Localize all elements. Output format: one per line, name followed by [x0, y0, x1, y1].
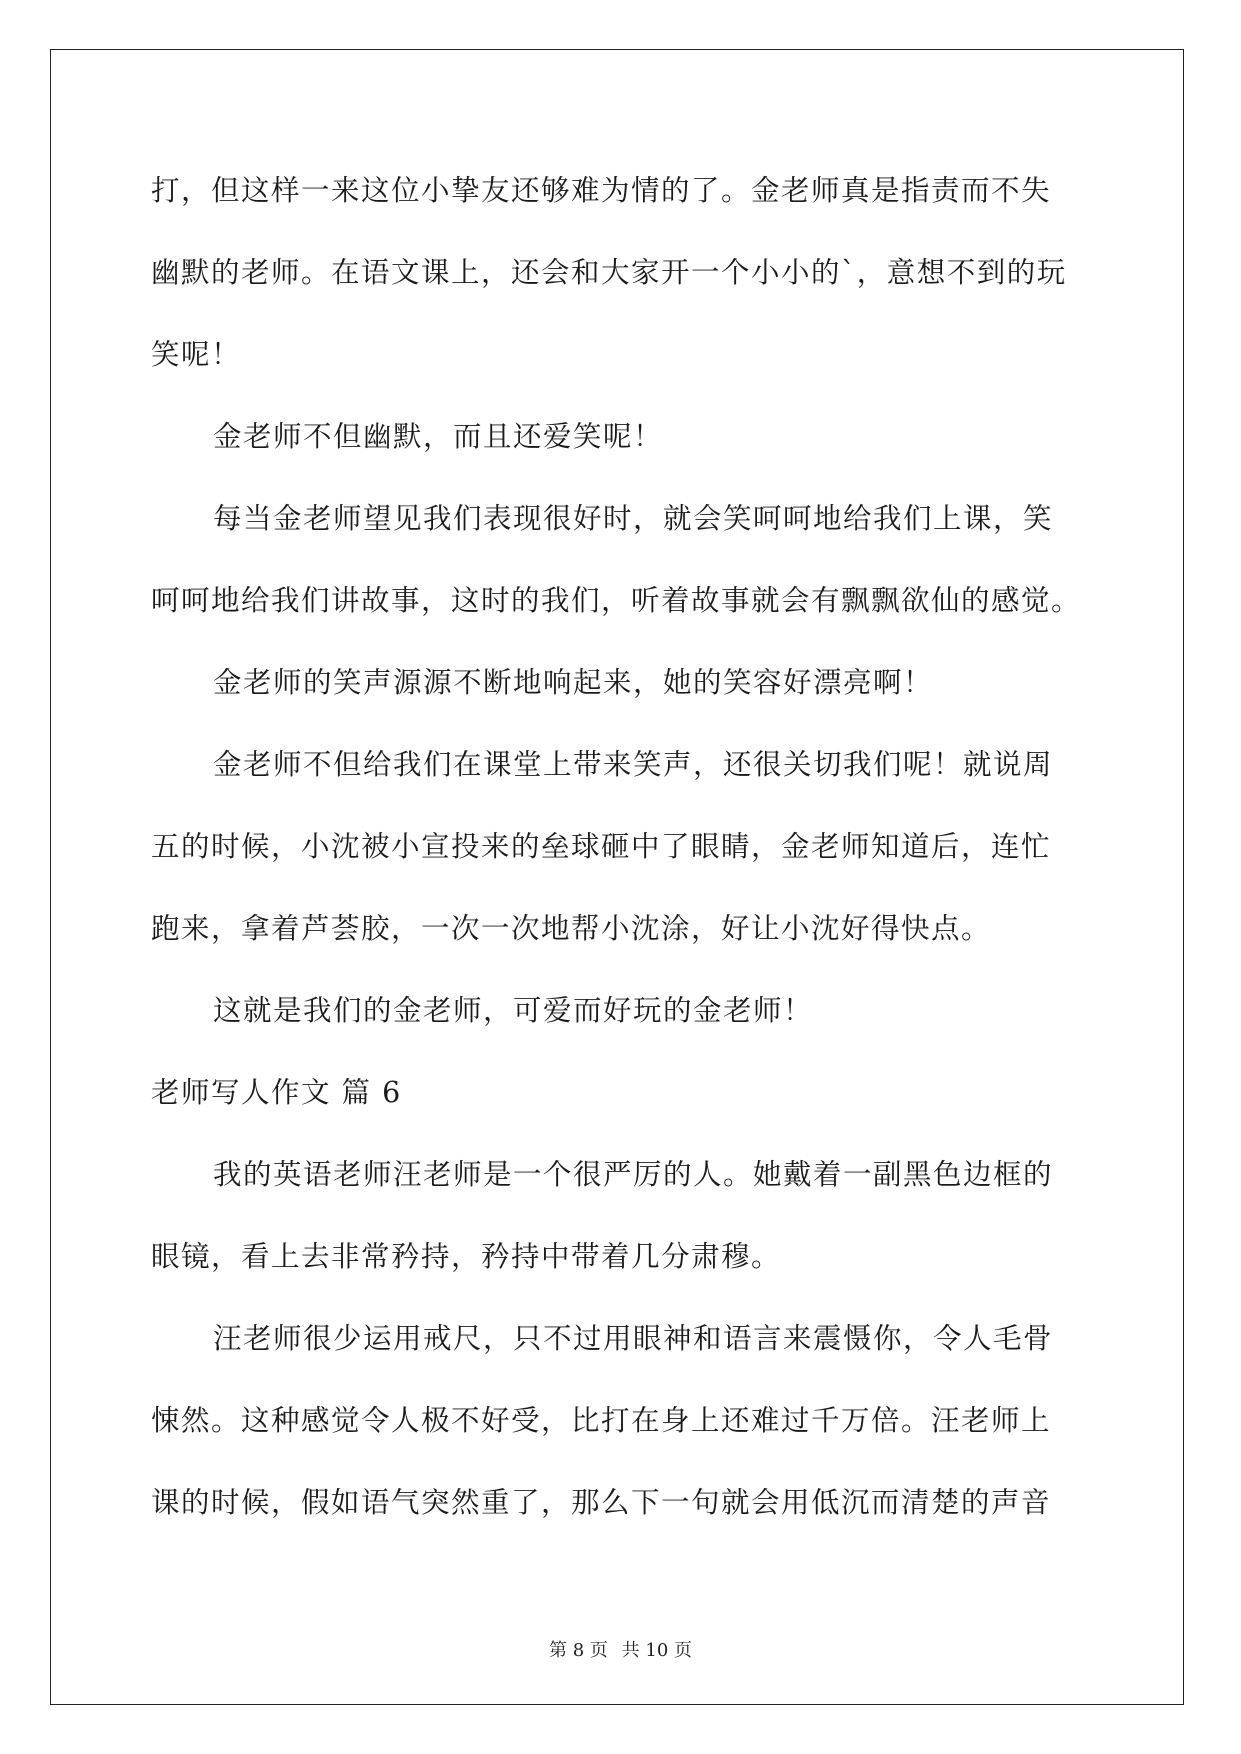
- text-line: 悚然。这种感觉令人极不好受，比打在身上还难过千万倍。汪老师上: [151, 1404, 1052, 1437]
- text-line: 眼镜，看上去非常矜持，矜持中带着几分肃穆。: [151, 1240, 782, 1273]
- page-total: 共 10 页: [621, 1640, 692, 1661]
- text-line: 呵呵地给我们讲故事，这时的我们，听着故事就会有飘飘欲仙的感觉。: [151, 584, 1082, 617]
- text-line: 我的英语老师汪老师是一个很严厉的人。她戴着一副黑色边框的: [213, 1158, 1054, 1191]
- text-line: 金老师不但幽默，而且还爱笑呢！: [213, 420, 664, 453]
- document-body: [151, 163, 1091, 1557]
- page-footer: [0, 1636, 1241, 1662]
- text-line: 幽默的老师。在语文课上，还会和大家开一个小小的`，意想不到的玩: [151, 256, 1067, 289]
- text-line: 这就是我们的金老师，可爱而好玩的金老师！: [213, 994, 814, 1027]
- text-line: 金老师不但给我们在课堂上带来笑声，还很关切我们呢！就说周: [213, 748, 1054, 781]
- text-line: 五的时候，小沈被小宣投来的垒球砸中了眼睛，金老师知道后，连忙: [151, 830, 1052, 863]
- text-line: 跑来，拿着芦荟胶，一次一次地帮小沈涂，好让小沈好得快点。: [151, 912, 992, 945]
- section-heading: 老师写人作文 篇 6: [151, 1076, 402, 1109]
- text-line: 汪老师很少运用戒尺，只不过用眼神和语言来震慑你，令人毛骨: [213, 1322, 1054, 1355]
- text-line: 课的时候，假如语气突然重了，那么下一句就会用低沉而清楚的声音: [151, 1486, 1052, 1519]
- text-line: 金老师的笑声源源不断地响起来，她的笑容好漂亮啊！: [213, 666, 934, 699]
- text-line: 打，但这样一来这位小挚友还够难为情的了。金老师真是指责而不失: [151, 174, 1052, 207]
- page-number: 第 8 页: [549, 1640, 608, 1661]
- text-line: 笑呢！: [151, 338, 242, 371]
- text-line: 每当金老师望见我们表现很好时，就会笑呵呵地给我们上课，笑: [213, 502, 1054, 535]
